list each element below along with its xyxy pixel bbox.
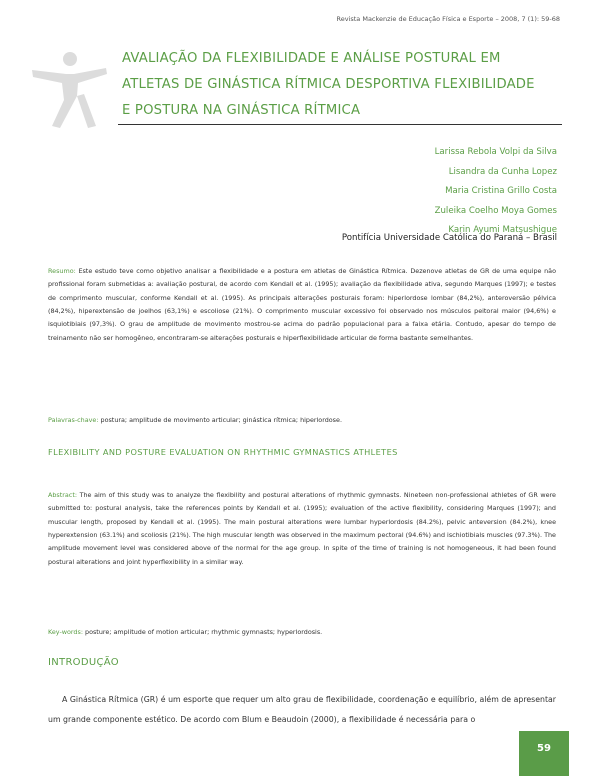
gymnast-star-logo-icon bbox=[30, 50, 108, 130]
section-heading-introduction: INTRODUÇÃO bbox=[48, 657, 119, 668]
abstract-portuguese bbox=[48, 265, 556, 345]
abstract-text: The aim of this study was to analyze the flexibility and postural alterations of rhythmic gymnasts. Nineteen non-professional athletes of GR were submitted to: postural analysis, take the references points by Kendall et al. (1995); evaluation of the active flexibility, considering Marques (1997); and muscular length, proposed by Kendall et al. (1995). The main postural alterations were lumbar hyperlordosis (84.2%), pelvic anteversion (84.2%), knee hyperextension (63.1%) and scoliosis (21%). The high muscular length was observed in the maximum pectoral (94.6%) and ischiotibials muscles (97.3%). The amplitude movement level was considered above of the normal for the age group. In spite of the time of training is not homogeneous, it had been found postural alterations and joint hyperflexibility in a similar way. bbox=[48, 491, 556, 566]
author-name: Karin Ayumi Matsushigue bbox=[448, 225, 557, 235]
abstract-text: Este estudo teve como objetivo analisar a flexibilidade e a postura em atletas de Ginástica Rítmica. Dezenove atletas de GR de uma equipe não profissional foram submetidas a: avaliação postural, de acordo com Kendall et al. (1995); avaliação da flexibilidade ativa, segundo Marques (1997); e testes de comprimento muscular, conforme Kendall et al. (1995). As principais alterações posturais foram: hiperlordose lombar (84,2%), anteroversão pélvica (84,2%), hiperextensão de joelhos (63,1%) e escoliose (21%). O comprimento muscular excessivo foi observado nos músculos peitoral maior (94,6%) e isquiotibiais (97,3%). O grau de amplitude de movimento mostrou-se acima do padrão populacional para a faixa etária. Contudo, apesar do tempo de treinamento não ser homogêneo, encontraram-se alterações posturais e hiperflexibilidade articular de forma bastante semelhantes. bbox=[48, 267, 556, 342]
author-name: Larissa Rebola Volpi da Silva bbox=[434, 147, 557, 157]
page-number-badge: 59 bbox=[519, 731, 569, 776]
abstract-english bbox=[48, 489, 556, 569]
keywords-english bbox=[48, 626, 556, 639]
title-underline bbox=[118, 124, 562, 125]
title-line-1: AVALIAÇÃO DA FLEXIBILIDADE E ANÁLISE POSTURAL EM bbox=[122, 51, 501, 66]
abstract-label: Resumo: bbox=[48, 267, 76, 275]
author-name: Lisandra da Cunha Lopez bbox=[448, 166, 557, 177]
body-paragraph: A Ginástica Rítmica (GR) é um esporte que requer um alto grau de flexibilidade, coordenação e equilíbrio, além de apresentar um grande componente estético. De acordo com Blum e Beaudoin (2000), a flexibilidade é necessária para o bbox=[48, 695, 556, 724]
keywords-label: Key-words: bbox=[48, 628, 83, 636]
author-name: Zuleika Coelho Moya Gomes bbox=[434, 205, 557, 216]
title-line-3: E POSTURA NA GINÁSTICA RÍTMICA bbox=[122, 103, 361, 118]
affiliation: Pontifícia Universidade Católica do Paraná – Brasil bbox=[341, 233, 557, 243]
article-title bbox=[122, 46, 560, 124]
journal-reference: Revista Mackenzie de Educação Física e Esporte – 2008, 7 (1): 59-68 bbox=[336, 15, 560, 23]
keywords-label: Palavras-chave: bbox=[48, 416, 99, 424]
abstract-label: Abstract: bbox=[48, 491, 77, 499]
english-title: FLEXIBILITY AND POSTURE EVALUATION ON RHYTHMIC GYMNASTICS ATHLETES bbox=[48, 447, 398, 457]
author-name: Maria Cristina Grillo Costa bbox=[445, 186, 557, 196]
author-list bbox=[435, 143, 557, 241]
keywords-text: postura; amplitude de movimento articular; ginástica rítmica; hiperlordose. bbox=[98, 416, 342, 424]
keywords-portuguese bbox=[48, 414, 556, 427]
keywords-text: posture; amplitude of motion articular; rhythmic gymnasts; hyperlordosis. bbox=[82, 628, 323, 636]
title-line-2: ATLETAS DE GINÁSTICA RÍTMICA DESPORTIVA FLEXIBILIDADE bbox=[122, 77, 535, 92]
